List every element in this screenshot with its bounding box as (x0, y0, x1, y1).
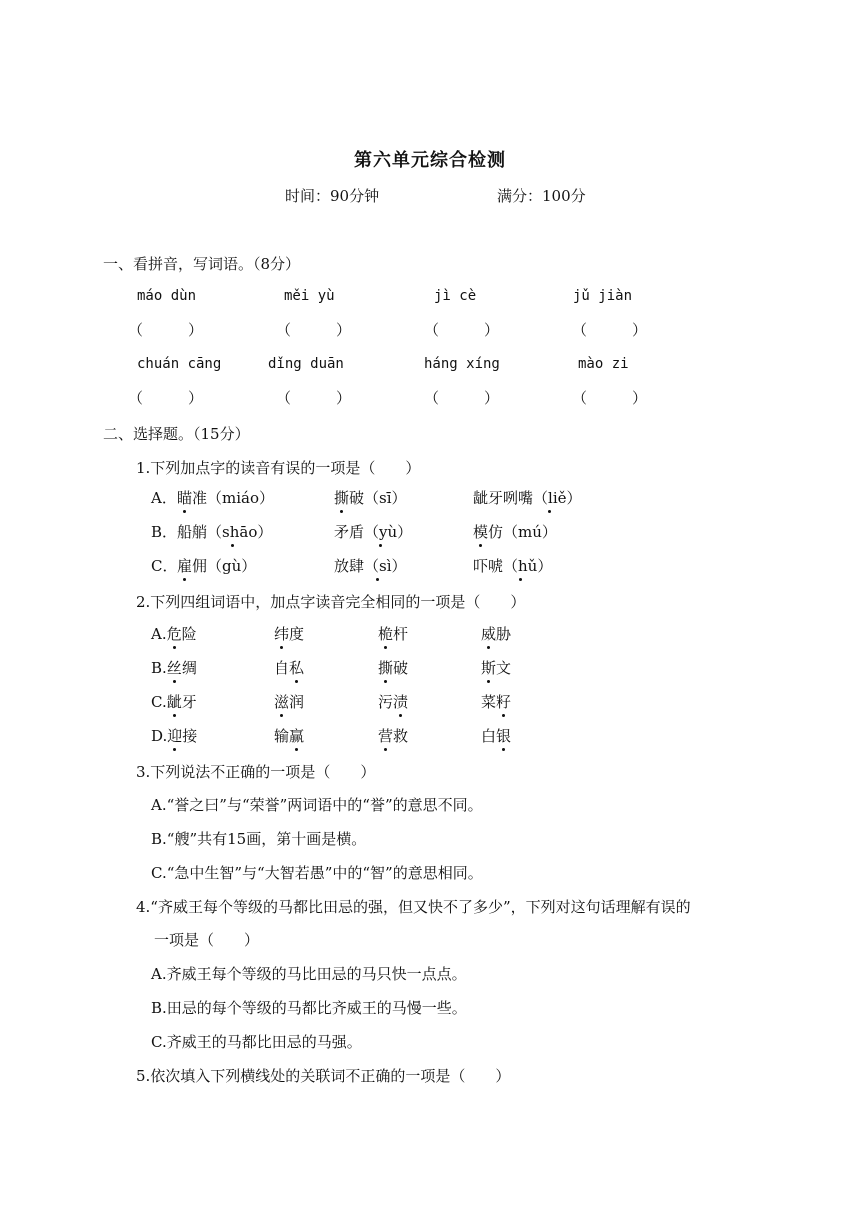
q2-a-word-4: 威胁 (481, 625, 512, 643)
q3-option-a: A.“誉之曰”与“荣誉”两词语中的“誉”的意思不同。 (151, 796, 483, 814)
question-4-stem-cont: 一项是（ ） (154, 931, 260, 949)
q2-a-word-2: 纬度 (274, 625, 305, 643)
pinyin-1: máo dùn (137, 288, 197, 304)
pinyin-5: chuán cāng (137, 356, 222, 372)
pinyin-4: jǔ jiàn (573, 288, 633, 304)
pinyin-2: měi yù (284, 288, 335, 304)
answer-blank[interactable]: （ ） (572, 389, 648, 407)
q2-option-d: D.迎接 (151, 727, 198, 745)
q1-b-word-1: 船艄（shāo） (177, 523, 273, 541)
q2-c-word-2: 滋润 (274, 693, 305, 711)
q4-option-b: B.田忌的每个等级的马都比齐威王的马慢一些。 (151, 999, 467, 1017)
question-5-stem: 5.依次填入下列横线处的关联词不正确的一项是（ ） (136, 1067, 511, 1085)
answer-blank[interactable]: （ ） (424, 389, 500, 407)
q1-b-word-3: 模仿（mú） (473, 523, 557, 541)
q2-d-word-2: 输赢 (274, 727, 305, 745)
q1-option-b-label: B． (151, 523, 178, 541)
answer-blank[interactable]: （ ） (128, 321, 204, 339)
section2-heading: 二、选择题。（15分） (103, 425, 250, 443)
question-3-stem: 3.下列说法不正确的一项是（ ） (136, 763, 376, 781)
q3-option-c: C.“急中生智”与“大智若愚”中的“智”的意思相同。 (151, 864, 483, 882)
pinyin-6: dǐng duān (268, 356, 344, 372)
q1-a-word-1: 瞄准（miáo） (177, 489, 275, 507)
answer-blank[interactable]: （ ） (424, 321, 500, 339)
pinyin-7: háng xíng (424, 356, 500, 372)
q1-c-word-2: 放肆（sì） (334, 557, 407, 575)
q2-c-word-3: 污渍 (378, 693, 409, 711)
q1-c-word-1: 雇佣（gù） (177, 557, 257, 575)
exam-time: 时间：90分钟 (285, 187, 380, 205)
q4-option-c: C.齐威王的马都比田忌的马强。 (151, 1033, 362, 1051)
answer-blank[interactable]: （ ） (128, 389, 204, 407)
q1-b-word-2: 矛盾（yù） (334, 523, 413, 541)
page-title: 第六单元综合检测 (354, 150, 506, 171)
q1-c-word-3: 吓唬（hǔ） (473, 557, 553, 575)
q2-c-word-4: 菜籽 (481, 693, 512, 711)
question-1-stem: 1.下列加点字的读音有误的一项是（ ） (136, 459, 421, 477)
q2-b-word-2: 自私 (274, 659, 305, 677)
question-4-stem: 4.“齐威王每个等级的马都比田忌的强，但又快不了多少”，下列对这句话理解有误的 (136, 898, 691, 916)
q2-b-word-3: 撕破 (378, 659, 409, 677)
q2-d-word-3: 营救 (378, 727, 409, 745)
q3-option-b: B.“艘”共有15画，第十画是横。 (151, 830, 367, 848)
section1-heading: 一、看拼音，写词语。（8分） (103, 255, 301, 273)
answer-blank[interactable]: （ ） (276, 389, 352, 407)
q2-option-c: C.龇牙 (151, 693, 197, 711)
q1-option-a-label: A． (151, 489, 177, 507)
q2-b-word-4: 斯文 (481, 659, 512, 677)
q4-option-a: A.齐威王每个等级的马比田忌的马只快一点点。 (151, 965, 467, 983)
q2-option-b: B.丝绸 (151, 659, 197, 677)
q1-option-c-label: C． (151, 557, 178, 575)
q2-a-word-3: 桅杆 (378, 625, 409, 643)
q1-a-word-3: 龇牙咧嘴（liě） (473, 489, 582, 507)
q2-option-a: A.危险 (151, 625, 197, 643)
q1-a-word-2: 撕破（sī） (334, 489, 407, 507)
question-2-stem: 2.下列四组词语中，加点字读音完全相同的一项是（ ） (136, 593, 526, 611)
answer-blank[interactable]: （ ） (276, 321, 352, 339)
exam-full-score: 满分：100分 (497, 187, 586, 205)
answer-blank[interactable]: （ ） (572, 321, 648, 339)
q2-d-word-4: 白银 (481, 727, 512, 745)
pinyin-8: mào zi (578, 356, 629, 372)
pinyin-3: jì cè (434, 288, 477, 304)
